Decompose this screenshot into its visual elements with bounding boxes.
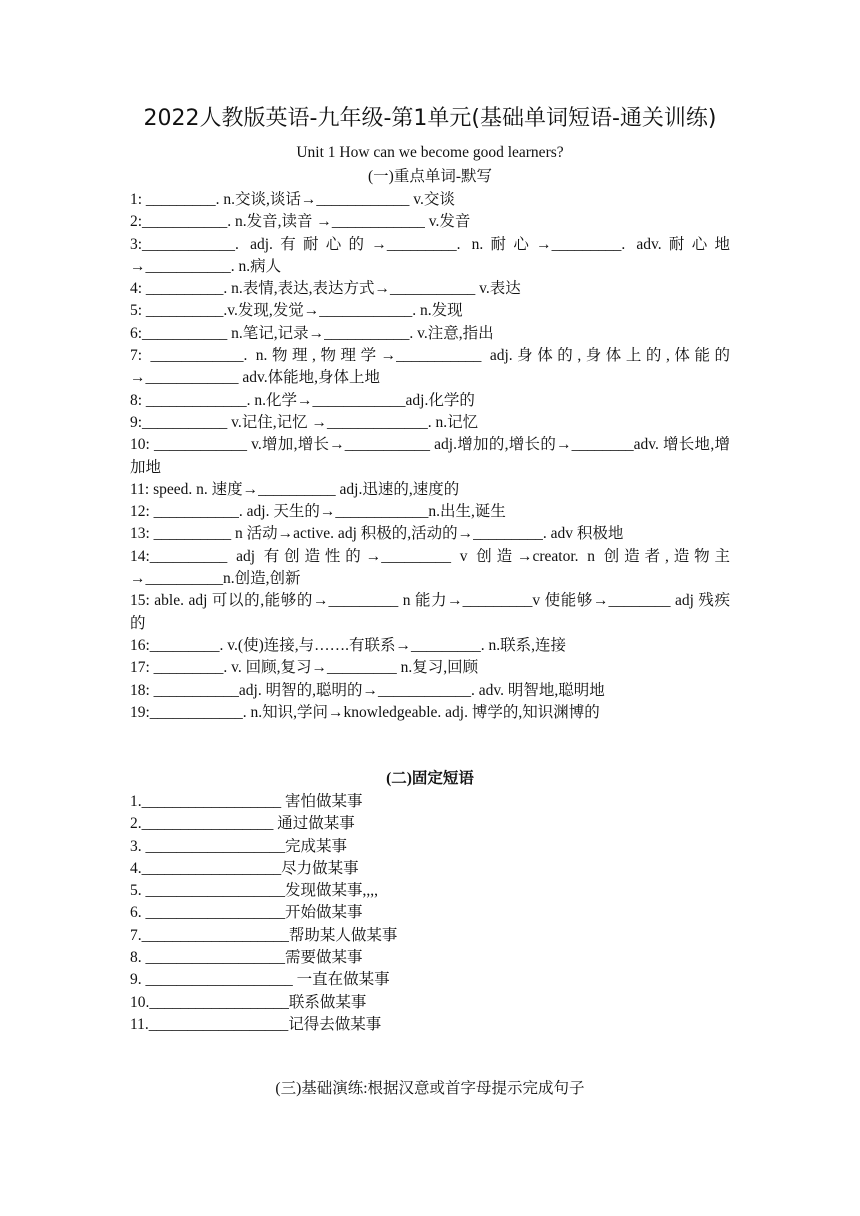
section-2-heading: (二)固定短语 bbox=[386, 770, 474, 787]
vocab-item-16: 16:_________. v.(使)连接,与…….有联系→_________. n.联系,连接 bbox=[130, 636, 566, 654]
phrase-item-5: 5. __________________发现做某事,,,, bbox=[130, 882, 379, 900]
phrase-item-3: 3. __________________完成某事 bbox=[130, 837, 348, 855]
vocab-item-15: 15: able. adj 可以的,能够的→_________ n 能力→_________v 使能够→________ adj 残疾的 bbox=[130, 592, 730, 632]
vocab-item-12: 12: ___________. adj. 天生的→____________n.出生,诞生 bbox=[130, 503, 506, 521]
page-title: 2022人教版英语-九年级-第1单元(基础单词短语-通关训练) bbox=[143, 106, 717, 131]
vocab-item-18: 18: ___________adj. 明智的,聪明的→____________. adv. 明智地,聪明地 bbox=[130, 681, 605, 699]
vocab-item-11: 11: speed. n. 速度→__________ adj.迅速的,速度的 bbox=[130, 480, 460, 498]
vocab-item-9: 9:___________ v.记住,记忆 →_____________. n.记忆 bbox=[130, 413, 479, 431]
vocab-item-2: 2:___________. n.发音,读音 →____________ v.发音 bbox=[130, 213, 471, 231]
phrase-item-7: 7.___________________帮助某人做某事 bbox=[130, 926, 398, 944]
phrase-item-2: 2._________________ 通过做某事 bbox=[130, 815, 355, 833]
vocab-item-1: 1: _________. n.交谈,谈话→____________ v.交谈 bbox=[130, 191, 455, 208]
vocab-list bbox=[130, 189, 730, 724]
vocab-item-13: 13: __________ n 活动→active. adj 积极的,活动的→_________. adv 积极地 bbox=[130, 525, 624, 543]
phrase-item-1: 1.__________________ 害怕做某事 bbox=[130, 793, 363, 810]
phrase-item-4: 4.__________________尽力做某事 bbox=[130, 859, 359, 877]
vocab-item-7: 7: ____________. n.物理,物理学→___________ adj.身体的,身体上的,体能的 →____________ adv.体能地,身体上地 bbox=[130, 347, 730, 387]
vocab-item-10: 10: ____________ v.增加,增长→___________ adj.增加的,增长的→________adv. 增长地,增加地 bbox=[130, 436, 730, 476]
section-3-heading: (三)基础演练:根据汉意或首字母提示完成句子 bbox=[275, 1080, 585, 1097]
vocab-item-6: 6:___________ n.笔记,记录→___________. v.注意,指出 bbox=[130, 324, 494, 342]
vocab-item-4: 4: __________. n.表情,表达,表达方式→___________ v.表达 bbox=[130, 280, 521, 298]
phrase-item-10: 10.__________________联系做某事 bbox=[130, 993, 367, 1011]
vocab-item-8: 8: _____________. n.化学→____________adj.化学的 bbox=[130, 391, 475, 409]
phrase-item-11: 11.__________________记得去做某事 bbox=[130, 1015, 382, 1033]
page-subtitle: Unit 1 How can we become good learners? bbox=[296, 144, 564, 161]
phrase-item-8: 8. __________________需要做某事 bbox=[130, 949, 363, 967]
vocab-item-5: 5: __________.v.发现,发觉→____________. n.发现 bbox=[130, 302, 463, 320]
vocab-item-3: 3:____________. adj.有耐心的→_________. n.耐心→_________. adv.耐心地 →___________. n.病人 bbox=[130, 235, 730, 275]
phrase-list bbox=[130, 791, 730, 1036]
phrase-item-9: 9. ___________________ 一直在做某事 bbox=[130, 971, 390, 989]
vocab-item-17: 17: _________. v. 回顾,复习→_________ n.复习,回顾 bbox=[130, 659, 479, 677]
vocab-item-14: 14:__________ adj 有创造性的→_________ v 创造→creator. n 创造者,造物主 →__________n.创造,创新 bbox=[130, 547, 730, 588]
vocab-item-19: 19:____________. n.知识,学问→knowledgeable. adj. 博学的,知识渊博的 bbox=[130, 703, 600, 721]
phrase-item-6: 6. __________________开始做某事 bbox=[130, 904, 363, 922]
section-1-heading: (一)重点单词-默写 bbox=[368, 168, 492, 185]
